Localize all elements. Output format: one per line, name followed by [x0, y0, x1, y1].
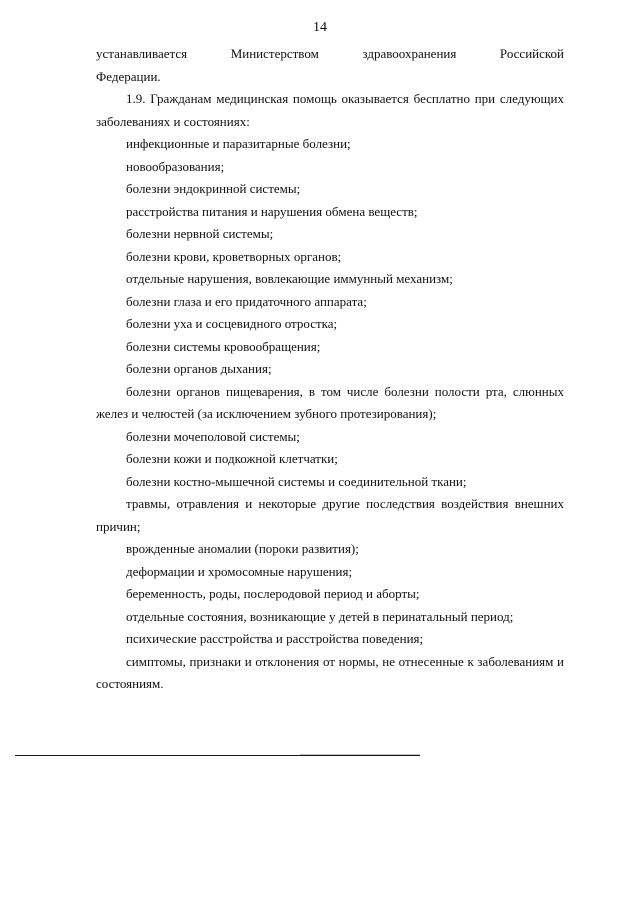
- list-item: болезни крови, кроветворных органов;: [126, 248, 342, 264]
- list-item: инфекционные и паразитарные болезни;: [126, 136, 351, 151]
- list-item: отдельные нарушения, вовлекающие иммунный механизм;: [126, 271, 453, 286]
- conditions-list: [96, 133, 564, 696]
- section-lead: 1.9. Гражданам медицинская помощь оказывается бесплатно при следующих заболеваниях и состояниях:: [96, 91, 564, 129]
- list-item: травмы, отравления и некоторые другие последствия воздействия внешних причин;: [96, 496, 564, 534]
- list-item: болезни уха и сосцевидного отростка;: [126, 316, 338, 331]
- list-item: болезни органов пищеварения, в том числе болезни полости рта, слюнных желез и челюстей (за исключением зубного протезирования);: [96, 383, 564, 421]
- list-item: беременность, роды, послеродовой период и аборты;: [126, 586, 420, 601]
- list-item: психические расстройства и расстройства поведения;: [126, 631, 424, 646]
- intro-line-2: Федерации.: [96, 68, 161, 84]
- footer-divider-faint: [300, 754, 420, 755]
- list-item: болезни глаза и его придаточного аппарата;: [126, 293, 367, 309]
- list-item: болезни кожи и подкожной клетчатки;: [126, 451, 338, 466]
- page-number: 14: [313, 20, 327, 35]
- list-item: врожденные аномалии (пороки развития);: [126, 541, 359, 556]
- list-item: симптомы, признаки и отклонения от нормы, не отнесенные к заболеваниям и состояниям.: [96, 653, 564, 691]
- list-item: новообразования;: [126, 158, 225, 174]
- footer-divider: [15, 755, 420, 756]
- list-item: болезни органов дыхания;: [126, 361, 272, 376]
- list-item: болезни системы кровообращения;: [126, 338, 321, 354]
- list-item: деформации и хромосомные нарушения;: [126, 563, 353, 579]
- list-item: болезни костно-мышечной системы и соединительной ткани;: [126, 473, 467, 489]
- document-body: [96, 43, 564, 696]
- list-item: болезни мочеполовой системы;: [126, 428, 300, 444]
- list-item: болезни эндокринной системы;: [126, 181, 301, 196]
- list-item: болезни нервной системы;: [126, 226, 274, 241]
- list-item: отдельные состояния, возникающие у детей в перинатальный период;: [126, 608, 514, 624]
- intro-line-1: устанавливается Министерством здравоохранения Российской: [96, 46, 564, 61]
- list-item: расстройства питания и нарушения обмена веществ;: [126, 203, 418, 219]
